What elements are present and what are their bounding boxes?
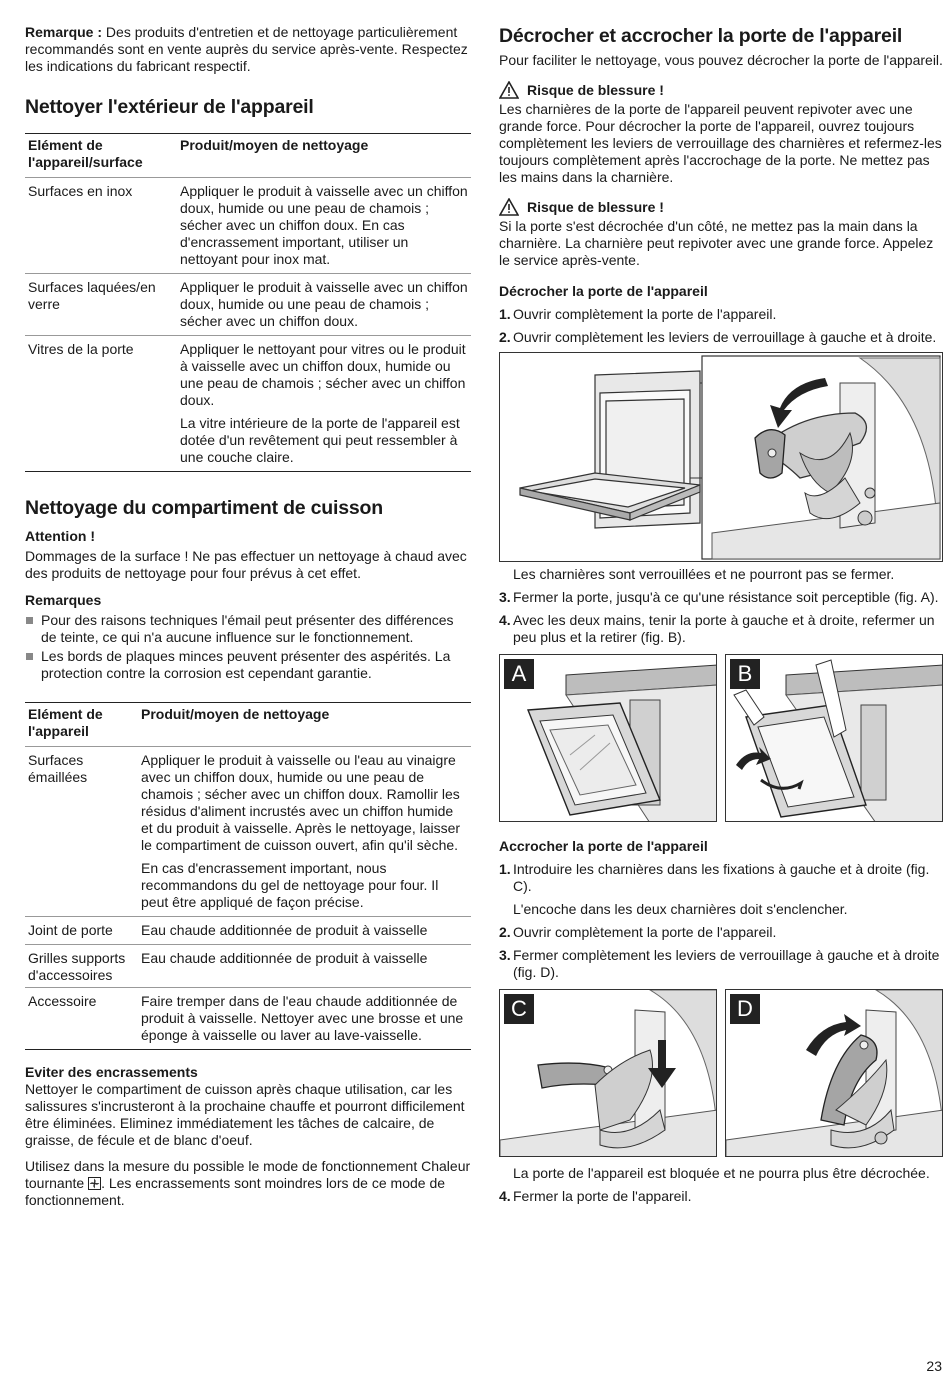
figure-label-b: B xyxy=(730,659,760,689)
figure-label-c: C xyxy=(504,994,534,1024)
figure-d xyxy=(725,989,943,1157)
figure-label-d: D xyxy=(730,994,760,1024)
warning-triangle-icon xyxy=(499,198,519,216)
compartment-table xyxy=(25,702,471,1050)
compartment-header-surface: Elément de l'appareil xyxy=(25,703,138,747)
hang-note1: L'encoche dans les deux charnières doit s'enclencher. xyxy=(513,901,848,917)
right-column xyxy=(499,24,943,1211)
step-number: 2. xyxy=(499,924,511,940)
table-cell-product xyxy=(138,945,471,988)
warning2-title: Risque de blessure ! xyxy=(527,198,664,215)
step-number: 1. xyxy=(499,861,511,877)
step-number: 4. xyxy=(499,1188,511,1204)
step-number: 4. xyxy=(499,612,511,628)
cell-paragraph: La vitre intérieure de la porte de l'appareil est dotée d'un revêtement qui peut ressembler à une couche claire. xyxy=(180,415,460,465)
list-item: Pour des raisons techniques l'émail peut présenter des différences de teinte, ce qui n'a aucune influence sur le fonctionnement. xyxy=(25,612,471,646)
remove-title: Décrocher la porte de l'appareil xyxy=(499,283,708,299)
figure-b xyxy=(725,654,943,822)
table-row xyxy=(25,274,471,336)
step-text: Ouvrir complètement la porte de l'appareil. xyxy=(513,924,777,940)
remove-steps-continued xyxy=(499,589,943,646)
mode-text-b: . Les encrassements sont moindres lors de ce mode de fonctionnement. xyxy=(25,1175,446,1208)
compartment-header-product: Produit/moyen de nettoyage xyxy=(138,703,471,747)
step-item xyxy=(499,947,943,981)
page-number: 23 xyxy=(926,1358,942,1374)
convection-fan-icon xyxy=(88,1177,101,1190)
exterior-title: Nettoyer l'extérieur de l'appareil xyxy=(25,96,314,118)
table-cell-product xyxy=(138,747,471,917)
table-cell-surface: Surfaces émaillées xyxy=(25,747,138,917)
step-item xyxy=(499,924,943,941)
remark-paragraph xyxy=(25,24,471,75)
cell-paragraph: Appliquer le produit à vaisselle avec un chiffon doux, humide ou une peau de chamois ; sécher avec un chiffon doux. En cas d'encrassement important, utiliser un nettoyant pour inox mat. xyxy=(180,183,468,267)
cell-paragraph: En cas d'encrassement important, nous recommandons du gel de nettoyage pour four. Il peut être appliqué de façon précise. xyxy=(141,860,439,910)
exterior-table-body xyxy=(25,178,471,472)
figure-c xyxy=(499,989,717,1157)
table-cell-product xyxy=(138,988,471,1050)
table-cell-surface: Grilles supports d'accessoires xyxy=(25,945,138,988)
table-cell-product xyxy=(177,178,471,274)
door-title: Décrocher et accrocher la porte de l'appareil xyxy=(499,25,903,47)
warning-triangle-icon xyxy=(499,81,519,99)
mode-text xyxy=(25,1158,471,1209)
table-cell-surface: Accessoire xyxy=(25,988,138,1050)
exterior-header-surface: Elément de l'appareil/surface xyxy=(25,134,177,178)
step-text: Fermer la porte, jusqu'à ce qu'une résistance soit perceptible (fig. A). xyxy=(513,589,939,605)
warning1-heading xyxy=(499,81,943,99)
cell-paragraph: Appliquer le nettoyant pour vitres ou le produit à vaisselle avec un chiffon doux, humide ou une peau de chamois ; sécher avec un chiffon doux. xyxy=(180,341,466,408)
hang-steps xyxy=(499,861,943,895)
step-number: 2. xyxy=(499,329,511,345)
figure-a xyxy=(499,654,717,822)
hang-title: Accrocher la porte de l'appareil xyxy=(499,838,708,854)
figures-ab xyxy=(499,654,943,822)
table-cell-surface: Surfaces laquées/en verre xyxy=(25,274,177,336)
avoid-text: Nettoyer le compartiment de cuisson après chaque utilisation, car les salissures s'incrusteront à la prochaine chauffe et pourront difficilement être éliminées. Eliminez immédiatement les tâches de calcaire, de graisse, de fécule et de blanc d'oeuf. xyxy=(25,1081,465,1148)
compartment-title: Nettoyage du compartiment de cuisson xyxy=(25,497,383,519)
step-text: Introduire les charnières dans les fixations à gauche et à droite (fig. C). xyxy=(513,861,930,894)
step-item xyxy=(499,589,943,606)
table-row xyxy=(25,945,471,988)
table-cell-product xyxy=(138,917,471,945)
table-row xyxy=(25,917,471,945)
compartment-table-body xyxy=(25,747,471,1050)
step-text: Fermer la porte de l'appareil. xyxy=(513,1188,692,1204)
remarks-title: Remarques xyxy=(25,592,102,608)
step-number: 1. xyxy=(499,306,511,322)
step-item xyxy=(499,329,943,346)
step-number: 3. xyxy=(499,589,511,605)
table-cell-surface: Vitres de la porte xyxy=(25,336,177,472)
hang-step-4 xyxy=(499,1188,943,1205)
cell-paragraph: Appliquer le produit à vaisselle ou l'eau au vinaigre avec un chiffon doux, humide ou une peau de chamois ; sécher avec un chiffon doux. Ramollir les résidus d'aliment incrustés avec un chiffon humide et du produit à vaisselle. Après le nettoyage, laisser le compartiment de cuisson ouvert, afin qu'il sèche. xyxy=(141,752,461,853)
table-row xyxy=(25,336,471,472)
cell-paragraph: Faire tremper dans de l'eau chaude additionnée de produit à vaisselle. Nettoyer avec une brosse et une éponge à vaisselle ou laver au lave-vaisselle. xyxy=(141,993,464,1043)
exterior-header-product: Produit/moyen de nettoyage xyxy=(177,134,471,178)
attention-title: Attention ! xyxy=(25,528,95,544)
step-number: 3. xyxy=(499,947,511,963)
step-text: Ouvrir complètement les leviers de verrouillage à gauche et à droite. xyxy=(513,329,937,345)
step-text: Ouvrir complètement la porte de l'appareil. xyxy=(513,306,777,322)
table-cell-product xyxy=(177,336,471,472)
warning2-text: Si la porte s'est décrochée d'un côté, ne mettez pas la main dans la charnière. La charnière peut repivoter avec une grande force. Appelez le service après-vente. xyxy=(499,218,934,268)
remove-note: Les charnières sont verrouillées et ne pourront pas se fermer. xyxy=(513,566,895,582)
warning1-text: Les charnières de la porte de l'appareil peuvent repivoter avec une grande force. Pour décrocher la porte de l'appareil, ouvrez toujours complètement les leviers de verrouillage des charnières et refermez-les toujours complètement après l'accrochage de la porte. Ne mettez pas les mains dans la charnière. xyxy=(499,101,942,185)
remark-label: Remarque : xyxy=(25,24,103,40)
figure-label-a: A xyxy=(504,659,534,689)
avoid-title: Eviter des encrassements xyxy=(25,1064,198,1080)
table-row xyxy=(25,178,471,274)
cell-paragraph: Eau chaude additionnée de produit à vaisselle xyxy=(141,922,428,938)
remarks-list xyxy=(25,612,471,682)
warning2-heading xyxy=(499,198,943,216)
table-cell-surface: Joint de porte xyxy=(25,917,138,945)
step-text: Avec les deux mains, tenir la porte à gauche et à droite, refermer un peu plus et la retirer (fig. B). xyxy=(513,612,935,645)
hang-note2: La porte de l'appareil est bloquée et ne pourra plus être décrochée. xyxy=(513,1165,930,1181)
list-item: Les bords de plaques minces peuvent présenter des aspérités. La protection contre la corrosion est cependant garantie. xyxy=(25,648,471,682)
hang-steps-continued xyxy=(499,924,943,981)
step-text: Fermer complètement les leviers de verrouillage à gauche et à droite (fig. D). xyxy=(513,947,940,980)
warning1-title: Risque de blessure ! xyxy=(527,81,664,98)
remove-steps xyxy=(499,306,943,346)
table-row xyxy=(25,747,471,917)
cell-paragraph: Appliquer le produit à vaisselle avec un chiffon doux, humide ou une peau de chamois ; sécher avec un chiffon doux. xyxy=(180,279,468,329)
left-column xyxy=(25,24,471,1218)
mode-text-a: Utilisez dans la mesure du possible le mode de fonctionnement Chaleur tournante xyxy=(25,1158,471,1191)
attention-text: Dommages de la surface ! Ne pas effectuer un nettoyage à chaud avec des produits de nettoyage pour four prévus à cet effet. xyxy=(25,548,467,581)
figure-hinge-open xyxy=(499,352,943,562)
remark-text: Des produits d'entretien et de nettoyage particulièrement recommandés sont en vente auprès du service après-vente. Respectez les indications du fabricant respectif. xyxy=(25,24,468,74)
exterior-table xyxy=(25,133,471,472)
step-item xyxy=(499,306,943,323)
figures-cd xyxy=(499,989,943,1157)
table-cell-surface: Surfaces en inox xyxy=(25,178,177,274)
door-intro: Pour faciliter le nettoyage, vous pouvez décrocher la porte de l'appareil. xyxy=(499,52,943,68)
hang-steps-final xyxy=(499,1188,943,1205)
cell-paragraph: Eau chaude additionnée de produit à vaisselle xyxy=(141,950,428,966)
step-item xyxy=(499,612,943,646)
hang-step-1 xyxy=(499,861,943,895)
table-row xyxy=(25,988,471,1050)
table-cell-product xyxy=(177,274,471,336)
